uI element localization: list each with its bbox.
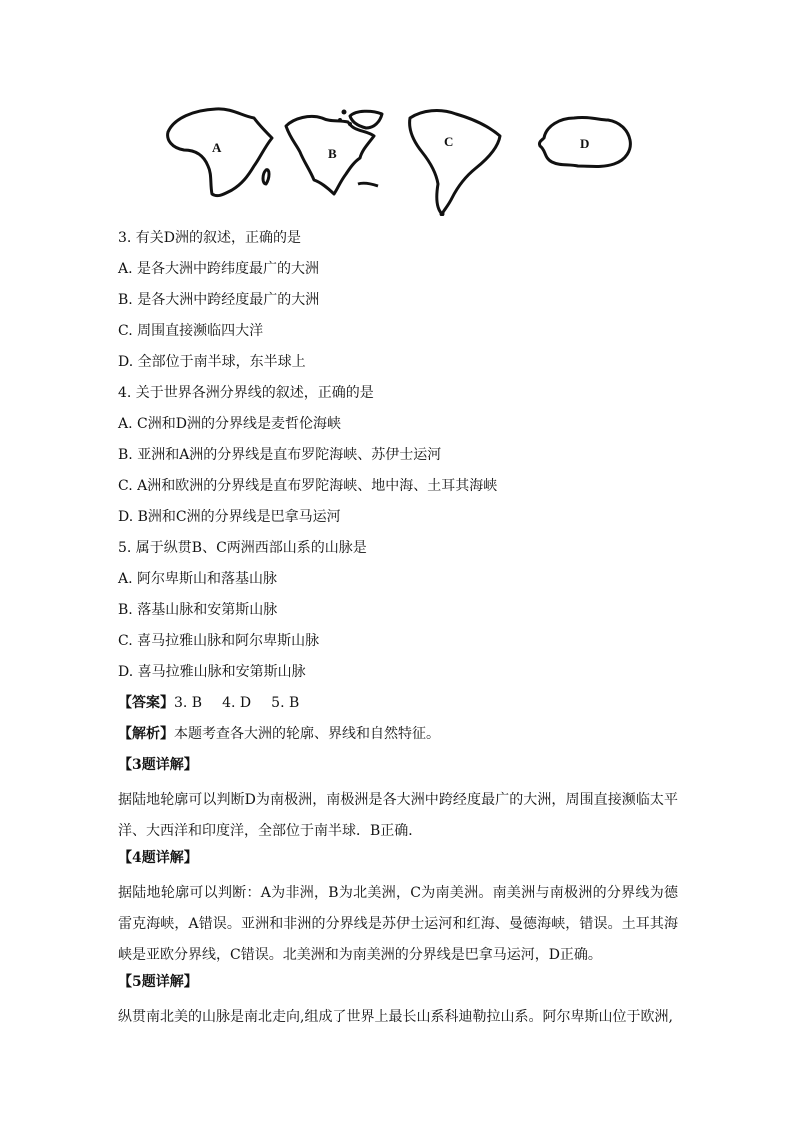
label-c: C bbox=[444, 134, 454, 149]
question-content bbox=[118, 227, 678, 1033]
label-b: B bbox=[328, 146, 337, 161]
option-a: A. C洲和D洲的分界线是麦哲伦海峡 bbox=[118, 416, 341, 432]
option-c: C. 周围直接濒临四大洋 bbox=[118, 323, 264, 339]
answer-line bbox=[118, 692, 678, 723]
detail-text: 据陆地轮廓可以判断D为南极洲，南极洲是各大洲中跨经度最广的大洲，周围直接濒临太平洋、大西洋和印度洋，全部位于南半球．B正确． bbox=[118, 792, 678, 839]
answer-label: 【答案】 bbox=[118, 695, 174, 711]
answer-item: 5. B bbox=[271, 695, 300, 711]
question-stem: 3. 有关D洲的叙述，正确的是 bbox=[118, 230, 302, 246]
continent-c-outline bbox=[410, 111, 500, 214]
question-stem: 5. 属于纵贯B、C两洲西部山系的山脉是 bbox=[118, 540, 367, 556]
analysis-label: 【解析】 bbox=[118, 726, 174, 742]
detail-text: 纵贯南北美的山脉是南北走向,组成了世界上最长山系科迪勒拉山系。阿尔卑斯山位于欧洲, bbox=[118, 1009, 673, 1025]
option-d: D. B洲和C洲的分界线是巴拿马运河 bbox=[118, 509, 341, 525]
question-stem: 4. 关于世界各洲分界线的叙述，正确的是 bbox=[118, 385, 374, 401]
madagascar-outline bbox=[263, 170, 269, 184]
analysis-line bbox=[118, 723, 678, 754]
option-a: A. 是各大洲中跨纬度最广的大洲 bbox=[118, 261, 320, 277]
detail-heading: 【5题详解】 bbox=[118, 974, 198, 990]
analysis-text: 本题考查各大洲的轮廓、界线和自然特征。 bbox=[174, 726, 440, 742]
detail-heading: 【3题详解】 bbox=[118, 757, 198, 773]
continent-outlines bbox=[160, 104, 640, 216]
option-c: C. A洲和欧洲的分界线是直布罗陀海峡、地中海、土耳其海峡 bbox=[118, 478, 498, 494]
greenland-outline bbox=[350, 111, 382, 128]
label-a: A bbox=[212, 140, 222, 155]
detail-text: 据陆地轮廓可以判断：A为非洲，B为北美洲，C为南美洲。南美洲与南极洲的分界线为德雷克海峡，A错误。亚洲和非洲的分界线是苏伊士运河和红海、曼德海峡，错误。土耳其海峡是亚欧分界线，C错误。北美洲和为南美洲的分界线是巴拿马运河，D正确。 bbox=[118, 885, 678, 963]
option-b: B. 是各大洲中跨经度最广的大洲 bbox=[118, 292, 320, 308]
island-dot bbox=[338, 118, 342, 122]
island-dot bbox=[342, 110, 347, 115]
option-a: A. 阿尔卑斯山和落基山脉 bbox=[118, 571, 278, 587]
continent-outline-figure bbox=[160, 104, 640, 216]
caribbean-outline bbox=[358, 183, 378, 186]
label-d: D bbox=[580, 136, 590, 151]
option-b: B. 亚洲和A洲的分界线是直布罗陀海峡、苏伊士运河 bbox=[118, 447, 442, 463]
detail-heading: 【4题详解】 bbox=[118, 850, 198, 866]
answer-item: 3. B bbox=[174, 695, 203, 711]
option-d: D. 喜马拉雅山脉和安第斯山脉 bbox=[118, 664, 306, 680]
option-d: D. 全部位于南半球，东半球上 bbox=[118, 354, 306, 370]
island-dot bbox=[348, 122, 352, 126]
option-c: C. 喜马拉雅山脉和阿尔卑斯山脉 bbox=[118, 633, 320, 649]
answer-item: 4. D bbox=[222, 695, 252, 711]
option-b: B. 落基山脉和安第斯山脉 bbox=[118, 602, 278, 618]
